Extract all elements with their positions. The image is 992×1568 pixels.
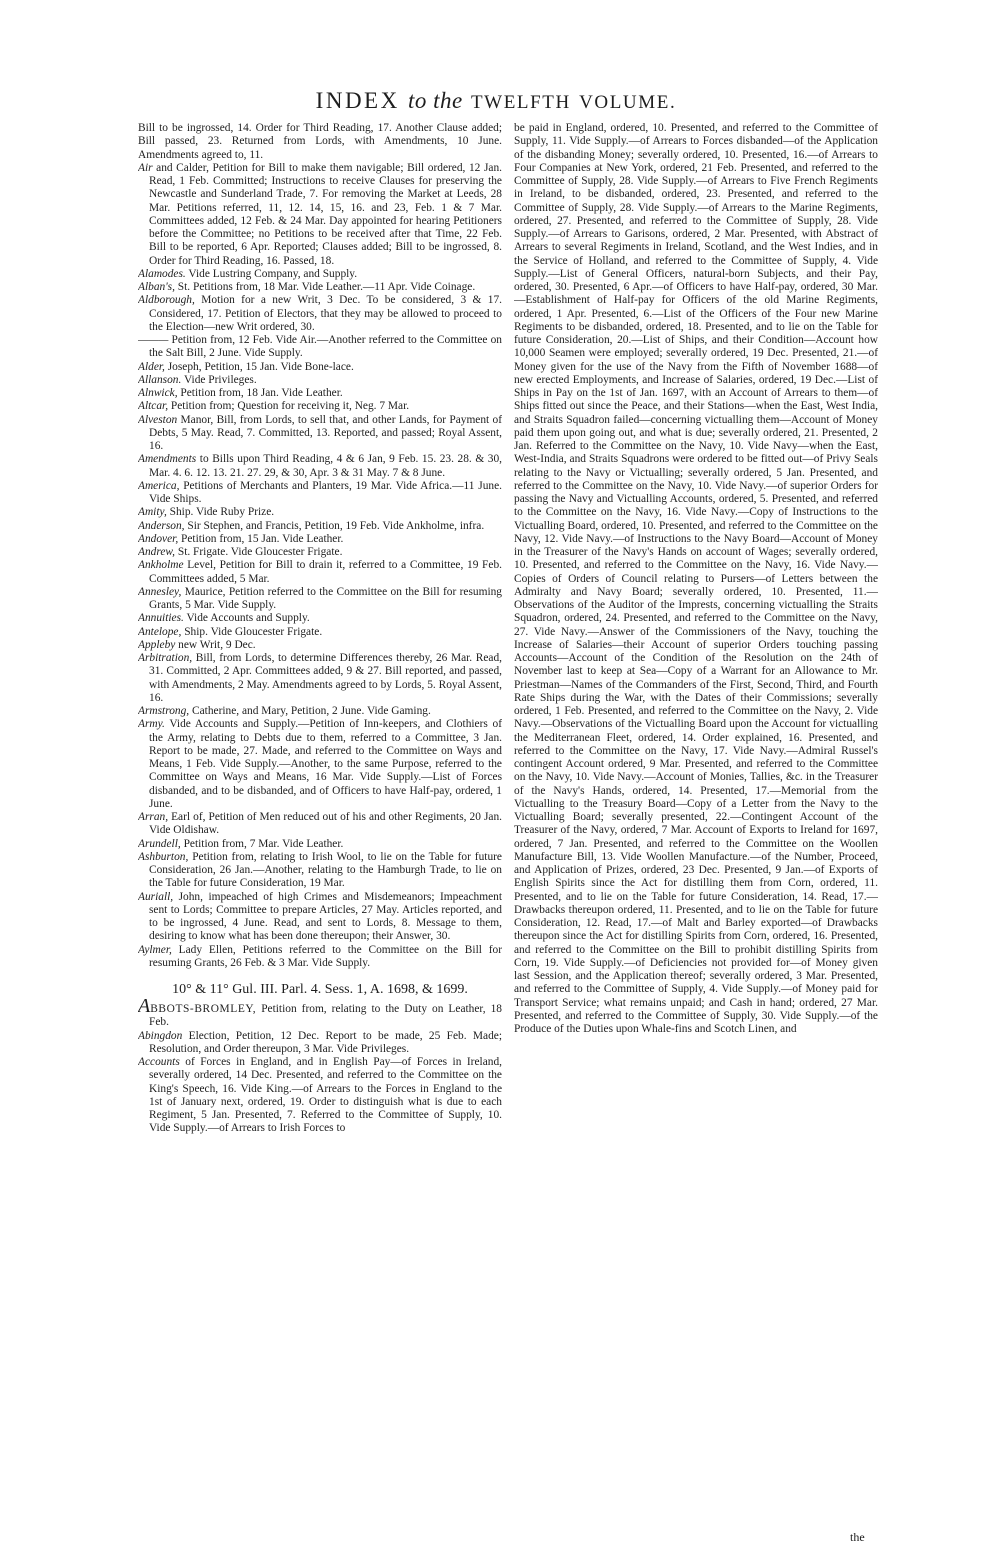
- catchword: the: [850, 1530, 865, 1544]
- entry-text: Vide Accounts and Supply.—Petition of Inn-keepers, and Clothiers of the Army, relating to Debts due to them, referred to a Committee, 3 Jan. Report to be made, 27. Made, and referred to the Committee on Ways and Means, 1 Feb. Vide Supply.—Another, to the same Purpose, referred to the Committee on Ways and Means, 16 Mar. Vide Supply.—List of Forces disbanded, and to be disbanded, and of Officers to have Half-pay, ordered, 1 June.: [149, 718, 502, 810]
- entry-text: St. Frigate. Vide Gloucester Frigate.: [175, 546, 343, 558]
- entry-text: Petition from, 7 Mar. Vide Leather.: [180, 837, 344, 850]
- entry-text: Ship. Vide Gloucester Frigate.: [181, 625, 323, 638]
- index-entry: [138, 705, 502, 718]
- index-entry: [138, 387, 502, 400]
- index-entry: [138, 995, 502, 1030]
- entry-term: Auriall,: [138, 890, 174, 903]
- entry-term: Accounts: [138, 1056, 180, 1068]
- index-entry: [138, 718, 502, 811]
- entry-term: Annesley,: [138, 585, 182, 598]
- entry-text: and Calder, Petition for Bill to make them navigable; Bill ordered, 12 Jan. Read, 1 Feb. Committed; Instructions to receive Clauses for preserving the Newcastle and Sunderland Trade, 7. For removing the Market at Leeds, 28 Mar. Petitions referred, 11, 12. 14, 15, 16. and 23, Feb. 1 & 7 Mar. Committees added, 12 Feb. & 24 Mar. Day appointed for hearing Petitioners before the Committee; no Petitions to be received after that Time, 22 Feb. Bill to be reported, 6 Apr. Reported; Clauses added; Bill to be ingrossed, 8. Order for Third Reading, 16. Passed, 18.: [149, 161, 502, 267]
- entry-text: Vide Lustring Company, and Supply.: [185, 267, 358, 280]
- index-entry: [138, 400, 502, 413]
- entry-term: Alnwick,: [138, 387, 178, 399]
- entry-term: BBOTS-BROMLEY,: [150, 1003, 257, 1015]
- index-entry: [138, 334, 502, 361]
- index-entry: [138, 546, 502, 559]
- index-entry: [138, 268, 502, 281]
- right-column: [514, 122, 878, 1532]
- entry-term: Air: [138, 161, 153, 174]
- index-entries-session: [138, 1030, 502, 1136]
- left-column: [138, 122, 502, 1532]
- index-entry: [138, 891, 502, 944]
- entry-term: Abingdon: [138, 1029, 183, 1042]
- entry-text: Ship. Vide Ruby Prize.: [166, 506, 275, 519]
- entry-text: Petition from, 18 Jan. Vide Leather.: [177, 387, 343, 399]
- right-column-text: be paid in England, ordered, 10. Presented, and referred to the Committee of Supply, 11. Vide Supply.—of Arrears to Forces disbanded—of the Application of the disbanding Money; severally ordered, 10. Presented, 16.—of Arrears to Four Companies at New York, ordered, 21 Feb. Presented, and referred to the Committee of Supply, 28. Vide Supply.—of Arrears to Five French Regiments in Ireland, to be disbanded, ordered, 23. Presented, and referred to the Committee of Supply, 28. Vide Supply.—of Arrears to the Marine Regiments, ordered, 27. Presented, and referred to the Committee of Supply, 28. Vide Supply.—of Arrears to Garisons, ordered, 2 Mar. Presented, with Abstract of Arrears to several Regiments in Ireland, Scotland, and the West Indies, and in the Service of Holland, and referred to the Committee of Supply, 4. Vide Supply.—List of General Officers, natural-born Subjects, and their Pay, ordered, 30. Presented, 6 Apr.—of Officers to have Half-pay, ordered, 30 Mar.—Establishment of Half-pay for Officers of the old Marine Regiments, ordered, 1 Apr. Presented, 6.—List of the Officers of the Four new Marine Regiments to be disbanded, ordered, 18. Presented, and to lie on the Table for future Consideration, 20.—List of Ships, and their Condition—Account how 10,000 Seamen were employed; severally ordered, 19 Dec. Presented, 21.—of Money given for the use of the Navy from the Fifth of November 1688—of new erected Employments, and Increase of Salaries, ordered, 19 Dec.—List of Ships in Pay on the 1st of Jan. 1697, with an Account of Arrears to them—of Ships fitted out since the Peace, and their Stations—when the East, West India, and Straits Squadron failed—concerning victualling them—Account of Money paid them upon going out, and what is due; severally ordered, 21. Presented, 2 Jan. Referred to the Committee on the Navy, 10. Vide Navy—when the East, West-India, and Straits Squadrons were ordered to be fitted out—of Privy Seals relating to the Navy or Victualling; severally ordered, 5 Jan. Presented, and referred to the Committee on the Navy, 10. Vide Navy.—of superior Orders for passing the Navy and Victualling Accounts, ordered, 5. Presented, and referred to the Committee on the Navy, 16. Vide Navy.—Copy of Instructions to the Victualling Board, ordered, 10. Presented, and referred to the Committee on the Navy, 12. Vide Navy.—of Instructions to the Navy Board—Account of Money in the Treasurer of the Navy's Hands on account of Wages; severally ordered, 10. Presented, and referred to the Committee on the Navy, 16. Vide Navy.—Copies of Orders of Council relating to Pursers—of Letters between the Admiralty and Navy Board; severally ordered, 10. Presented, 11.—Observations of the Auditor of the Imprests, concerning victualling the Straits Squadron, ordered, 24. Presented, and referred to the Committee on the Navy, 27. Vide Navy.—Answer of the Commissioners of the Navy, touching the Increase of Salaries—their Account of superior Orders touching passing Accounts—Account of the Condition of the Resolution on the 24th of November last to keep at Sea—Copy of a Warrant for an Allowance to Mr. Priestman—Names of the Commanders of the First, Second, Third, and Fourth Rate Ships during the War, with the Dates of their Commissions; severally ordered, 1 Feb. Presented, and referred to the Committee on the Navy, 2. Vide Navy.—Observations of the Victualling Board upon the Account for victualling the Mediterranean Fleet, ordered, 14. Order explained, 16. Presented, and referred to the Committee on the Navy, 17. Vide Navy.—Admiral Russel's contingent Account ordered, 9 Mar. Presented, and referred to the Committee on the Navy, 10. Vide Navy.—Account of Monies, Tallies, &c. in the Treasurer of the Navy's Hands, ordered, 14. Presented, 17.—Memorial from the Victualling to the Treasury Board—Copy of a Letter from the Navy to the Victualling Board; severally presented, 22.—Contingent Account of the Treasurer of the Navy, ordered, 7 Mar. Account of Exports to Ireland for 1697, ordered, 7 Jan. Presented, and referred to the Committee on the Woollen Manufacture Bill, 13. Vide Woollen Manufacture.—of the Number, Proceed, and Application of Prizes, ordered, 23 Dec. Presented, 9 Jan.—of Exports of English Spirits since the Act for distilling them from Corn, ordered, 11. Presented, and to lie on the Table for future Consideration, 14. Read, 17.—Drawbacks thereupon ordered, 11. Presented, and to lie on the Table for future Consideration, 12. Read, 17.—of Malt and Barley exported—of Drawbacks thereupon since the Act for distilling Spirits from Corn, ordered, 16. Presented, and referred to the Committee on the Bill to prohibit distilling Spirits from Corn, 19. Vide Supply.—of Deficiencies not provided for—of Money given last Session, and the Application thereof; severally ordered, 3 Mar. Presented, and referred to the Committee of Supply, 4. Vide Supply.—of Money paid for Transport Service; what remains unpaid; and Cash in hand; ordered, 27 Mar. Presented, and referred to the Committee of Supply, 30. Vide Supply.—of the Produce of the Duties upon Whale-fins and Scotch Linen, and: [514, 122, 878, 1035]
- index-entry: [138, 811, 502, 838]
- entry-term: Aldborough,: [138, 294, 195, 307]
- entry-term: Andover,: [138, 532, 179, 545]
- entry-term: Ankholme: [138, 559, 184, 572]
- entry-term: Army.: [138, 718, 165, 731]
- entry-term: America,: [138, 479, 180, 492]
- entry-term: Alamodes.: [138, 267, 186, 280]
- entry-text: Petition from, 15 Jan. Vide Leather.: [178, 532, 344, 545]
- title-index: INDEX: [315, 88, 400, 113]
- entry-text: Petition from, relating to Irish Wool, to lie on the Table for future Consideration, 26 Jan.—Another, relating to the Hamburgh Trade, to lie on the Table for future Consideration, 19 Mar.: [149, 850, 502, 890]
- index-entry: [138, 361, 502, 374]
- entry-text: Lady Ellen, Petitions referred to the Committee on the Bill for resuming Grants, 26 Feb. & 3 Mar. Vide Supply.: [149, 943, 502, 969]
- index-entry: [138, 838, 502, 851]
- index-entry: [138, 1030, 502, 1057]
- entry-text: Vide Privileges.: [181, 373, 257, 386]
- index-entry: [138, 453, 502, 480]
- index-entry: [138, 480, 502, 507]
- entry-text: Petition from, relating to the Duty on Leather, 18 Feb.: [149, 1003, 502, 1029]
- entry-term: Alder,: [138, 360, 165, 373]
- index-entry: [138, 294, 502, 334]
- entry-text: Earl of, Petition of Men reduced out of his and other Regiments, 20 Jan. Vide Oldishaw.: [149, 811, 502, 837]
- entry-term: Antelope,: [138, 625, 182, 638]
- entry-text: Vide Accounts and Supply.: [183, 612, 310, 625]
- drop-cap: A: [138, 995, 151, 1017]
- index-entry: [138, 639, 502, 652]
- entry-term: Amity,: [138, 506, 167, 519]
- entry-text: Petition from, 12 Feb. Vide Air.—Another referred to the Committee on the Salt Bill, 2 June. Vide Supply.: [149, 334, 502, 360]
- title-volume: VOLUME.: [579, 92, 677, 113]
- entry-text: Sir Stephen, and Francis, Petition, 19 Feb. Vide Ankholme, infra.: [184, 519, 485, 532]
- entry-text: Manor, Bill, from Lords, to sell that, and other Lands, for Payment of Debts, 5 May. Read, 7. Committed, 13. Reported, and passed; Royal Assent, 16.: [149, 413, 502, 452]
- index-entry: [138, 851, 502, 891]
- index-entry: [138, 414, 502, 454]
- entry-text: Petition from; Question for receiving it, Neg. 7 Mar.: [168, 400, 410, 413]
- index-entry: [138, 586, 502, 613]
- entry-term: Amendments: [138, 453, 197, 466]
- index-entry: [138, 944, 502, 971]
- entry-text: to Bills upon Third Reading, 4 & 6 Jan, 9 Feb. 15. 23. 28. & 30, Mar. 4. 6. 12. 13. 21. 27. 29, & 30, Apr. 3 & 31 May. 7 & 8 June.: [149, 453, 502, 479]
- section-heading: 10° & 11° Gul. III. Parl. 4. Sess. 1, A. 1698, & 1699.: [172, 982, 468, 997]
- entry-text: Catherine, and Mary, Petition, 2 June. Vide Gaming.: [189, 705, 431, 717]
- entry-text: Petitions of Merchants and Planters, 19 Mar. Vide Africa.—11 June. Vide Ships.: [149, 479, 502, 505]
- entry-text: Maurice, Petition referred to the Committee on the Bill for resuming Grants, 5 Mar. Vide Supply.: [149, 585, 502, 611]
- entry-term: Andrew,: [138, 546, 176, 558]
- entry-text: of Forces in England, and in English Pay—of Forces in Ireland, severally ordered, 14 Dec. Presented, and referred to the Committee on the King's Speech, 16. Vide King.—of Arrears to the Forces in England to the 1st of January next, ordered, 19. Order to distinguish what is due to each Regiment, 5 Jan. Presented, 7. Referred to the Committee of Supply, 10. Vide Supply.—of Arrears to Irish Forces to: [149, 1056, 502, 1135]
- entry-text: Motion for a new Writ, 3 Dec. To be considered, 3 & 17. Considered, 17. Petition of Electors, that they may be allowed to proceed to the Election—new Writ ordered, 30.: [149, 294, 502, 333]
- entry-term: ———: [138, 334, 169, 346]
- entry-text: Election, Petition, 12 Dec. Report to be made, 25 Feb. Made; Resolution, and Order thereupon, 3 Mar. Vide Privileges.: [149, 1029, 502, 1055]
- index-entry: [138, 506, 502, 519]
- entry-text: Joseph, Petition, 15 Jan. Vide Bone-lace.: [164, 360, 354, 373]
- index-entry: [138, 533, 502, 546]
- entry-term: Arran,: [138, 811, 169, 823]
- index-entry: [138, 1056, 502, 1136]
- index-entry: [138, 559, 502, 586]
- title-volume-number: TWELFTH: [470, 92, 571, 113]
- index-entry: [138, 626, 502, 639]
- index-entry: [138, 520, 502, 533]
- entry-term: Armstrong,: [138, 705, 190, 717]
- entry-term: Annuities.: [138, 612, 184, 625]
- entry-text: Bill, from Lords, to determine Differences thereby, 26 Mar. Read, 31. Committed, 2 Apr. Committees added, 9 & 27. Bill reported, and passed, with Amendments, 2 May. Amendments agreed to by Lords, 5. Royal Assent, 16.: [149, 652, 502, 704]
- index-entry: [138, 162, 502, 268]
- page-title: [0, 86, 992, 118]
- entry-text: John, impeached of high Crimes and Misdemeanors; Impeachment sent to Lords; Committee to prepare Articles, 27 May. Articles reported, and to be ingrossed, 4 June. Read, and sent to Lords, 8. Message to them, desiring to know what has been done thereupon; their Answer, 30.: [149, 890, 502, 943]
- entry-term: Altcar,: [138, 400, 169, 413]
- entry-term: Arbitration,: [138, 652, 193, 664]
- continuation-text: Bill to be ingrossed, 14. Order for Third Reading, 17. Another Clause added; Bill passed, 23. Returned from Lords, with Amendments, 10 June. Amendments agreed to, 11.: [138, 122, 502, 161]
- entry-term: Allanson.: [138, 373, 182, 386]
- entry-term: Anderson,: [138, 519, 185, 532]
- entry-text: new Writ, 9 Dec.: [175, 638, 256, 651]
- title-to-the: to the: [407, 88, 463, 113]
- entry-term: Arundell,: [138, 837, 181, 850]
- entry-term: Appleby: [138, 638, 176, 651]
- entry-term: Ashburton,: [138, 850, 189, 863]
- entry-text: Level, Petition for Bill to drain it, referred to a Committee, 19 Feb. Committees added, 5 Mar.: [149, 559, 502, 585]
- index-entry: [138, 652, 502, 705]
- index-entries: [138, 162, 502, 970]
- index-entry: [138, 281, 502, 294]
- index-entry: [138, 374, 502, 387]
- entry-term: Aylmer,: [138, 943, 172, 956]
- entry-term: Alveston: [138, 413, 178, 426]
- entry-text: St. Petitions from, 18 Mar. Vide Leather.—11 Apr. Vide Coinage.: [174, 281, 476, 293]
- entry-term: Alban's,: [138, 281, 175, 293]
- index-entry: [138, 612, 502, 625]
